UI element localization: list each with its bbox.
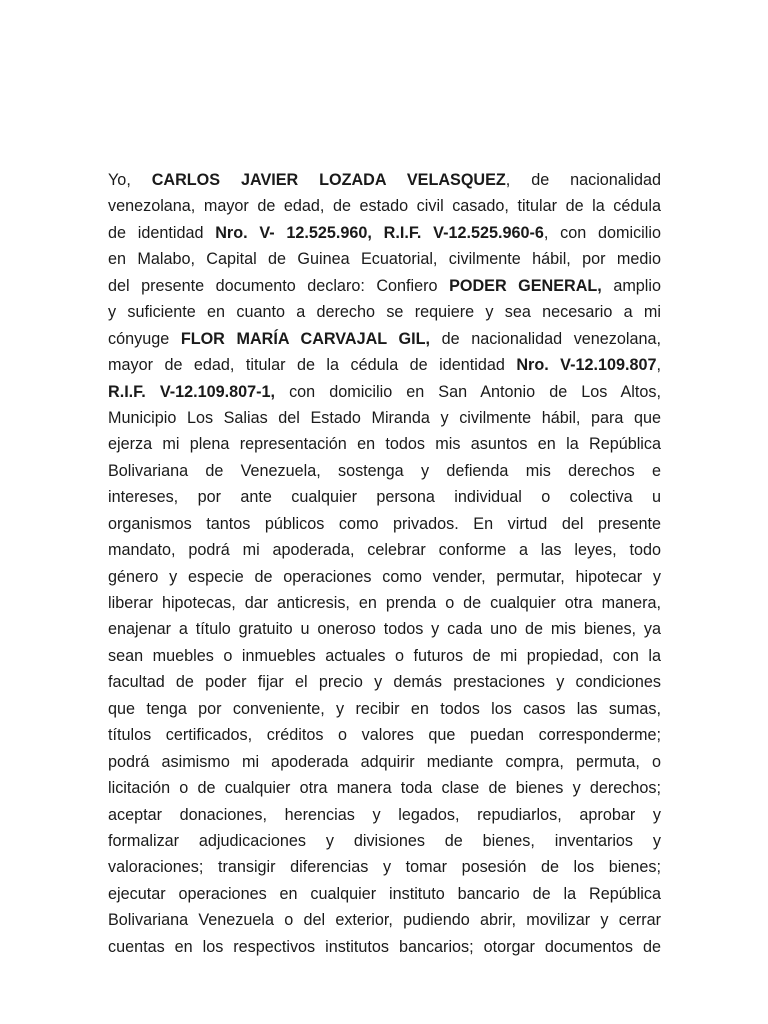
document-line [108, 352, 661, 378]
document-line [108, 511, 661, 537]
document-line [108, 167, 661, 193]
text-segment: Municipio Los Salias del Estado Miranda y civilmente hábil, para que [108, 408, 661, 427]
text-segment: y suficiente en cuanto a derecho se requiere y sea necesario a mi [108, 303, 661, 322]
text-segment: licitación o de cualquier otra manera toda clase de bienes y derechos; [108, 779, 661, 798]
document-line [108, 246, 661, 272]
text-segment: mandato, podrá mi apoderada, celebrar conforme a las leyes, todo [108, 541, 661, 560]
document-line [108, 907, 661, 933]
document-line [108, 458, 661, 484]
document-line [108, 854, 661, 880]
document-line [108, 696, 661, 722]
text-segment: cónyuge [108, 329, 181, 348]
bold-text-segment: Nro. V-12.109.807 [516, 356, 657, 375]
document-line [108, 881, 661, 907]
document-line [108, 616, 661, 642]
text-segment: , [656, 356, 661, 375]
text-segment: de identidad [108, 223, 216, 242]
bold-text-segment: FLOR MARÍA CARVAJAL GIL, [180, 329, 430, 348]
bold-text-segment: PODER GENERAL, [449, 276, 602, 295]
document-line [108, 802, 661, 828]
text-segment: cuentas en los respectivos institutos bancarios; otorgar documentos de [108, 937, 661, 956]
text-segment: organismos tantos públicos como privados. En virtud del presente [108, 514, 661, 533]
text-segment: intereses, por ante cualquier persona individual o colectiva u [108, 488, 661, 507]
text-segment: de nacionalidad venezolana, [429, 329, 661, 348]
text-segment: Bolivariana de Venezuela, sostenga y defienda mis derechos e [108, 461, 661, 480]
document-line [108, 193, 661, 219]
bold-text-segment: CARLOS JAVIER LOZADA VELASQUEZ [151, 171, 506, 189]
document-line [108, 669, 661, 695]
document-line [108, 431, 661, 457]
document-line [108, 220, 661, 246]
text-segment: ejerza mi plena representación en todos mis asuntos en la República [108, 435, 661, 454]
text-segment: con domicilio en San Antonio de Los Altos, [275, 382, 661, 401]
text-segment: aceptar donaciones, herencias y legados, repudiarlos, aprobar y [108, 805, 661, 824]
text-segment: amplio [601, 276, 661, 295]
text-segment: del presente documento declaro: Confiero [108, 276, 450, 295]
text-segment: ejecutar operaciones en cualquier instituto bancario de la República [108, 884, 661, 903]
bold-text-segment: Nro. V- 12.525.960, R.I.F. V-12.525.960-6 [215, 223, 544, 242]
document-line [108, 590, 661, 616]
document-line [108, 405, 661, 431]
text-segment: en Malabo, Capital de Guinea Ecuatorial, civilmente hábil, por medio [108, 250, 661, 269]
document-line [108, 775, 661, 801]
document-line [108, 828, 661, 854]
document-line [108, 564, 661, 590]
text-segment: formalizar adjudicaciones y divisiones de bienes, inventarios y [108, 831, 661, 850]
document-line [108, 537, 661, 563]
text-segment: venezolana, mayor de edad, de estado civil casado, titular de la cédula [108, 197, 661, 216]
bold-text-segment: R.I.F. V-12.109.807-1, [108, 382, 276, 401]
text-segment: liberar hipotecas, dar anticresis, en prenda o de cualquier otra manera, [108, 594, 661, 612]
text-segment: mayor de edad, titular de la cédula de identidad [108, 356, 517, 375]
document-line [108, 643, 661, 669]
document-line [108, 934, 661, 960]
text-segment: sean muebles o inmuebles actuales o futuros de mi propiedad, con la [108, 646, 661, 665]
text-segment: que tenga por conveniente, y recibir en todos los casos las sumas, [108, 699, 661, 718]
text-segment: valoraciones; transigir diferencias y tomar posesión de los bienes; [108, 858, 661, 877]
document-line [108, 299, 661, 325]
text-segment: género y especie de operaciones como vender, permutar, hipotecar y [108, 567, 661, 586]
text-segment: títulos certificados, créditos o valores que puedan corresponderme; [108, 726, 661, 745]
text-segment: Yo, [108, 171, 152, 189]
document-line [108, 273, 661, 299]
text-segment: Bolivariana Venezuela o del exterior, pudiendo abrir, movilizar y cerrar [108, 911, 661, 930]
text-segment: , con domicilio [543, 223, 661, 242]
text-segment: facultad de poder fijar el precio y demás prestaciones y condiciones [108, 673, 661, 692]
text-segment: podrá asimismo mi apoderada adquirir mediante compra, permuta, o [108, 752, 661, 771]
text-segment: , de nacionalidad [505, 171, 661, 189]
document-body [108, 167, 661, 960]
document-line [108, 749, 661, 775]
document-line [108, 326, 661, 352]
text-segment: enajenar a título gratuito u oneroso todos y cada uno de mis bienes, ya [108, 620, 661, 639]
document-line [108, 722, 661, 748]
document-line [108, 379, 661, 405]
document-line [108, 484, 661, 510]
